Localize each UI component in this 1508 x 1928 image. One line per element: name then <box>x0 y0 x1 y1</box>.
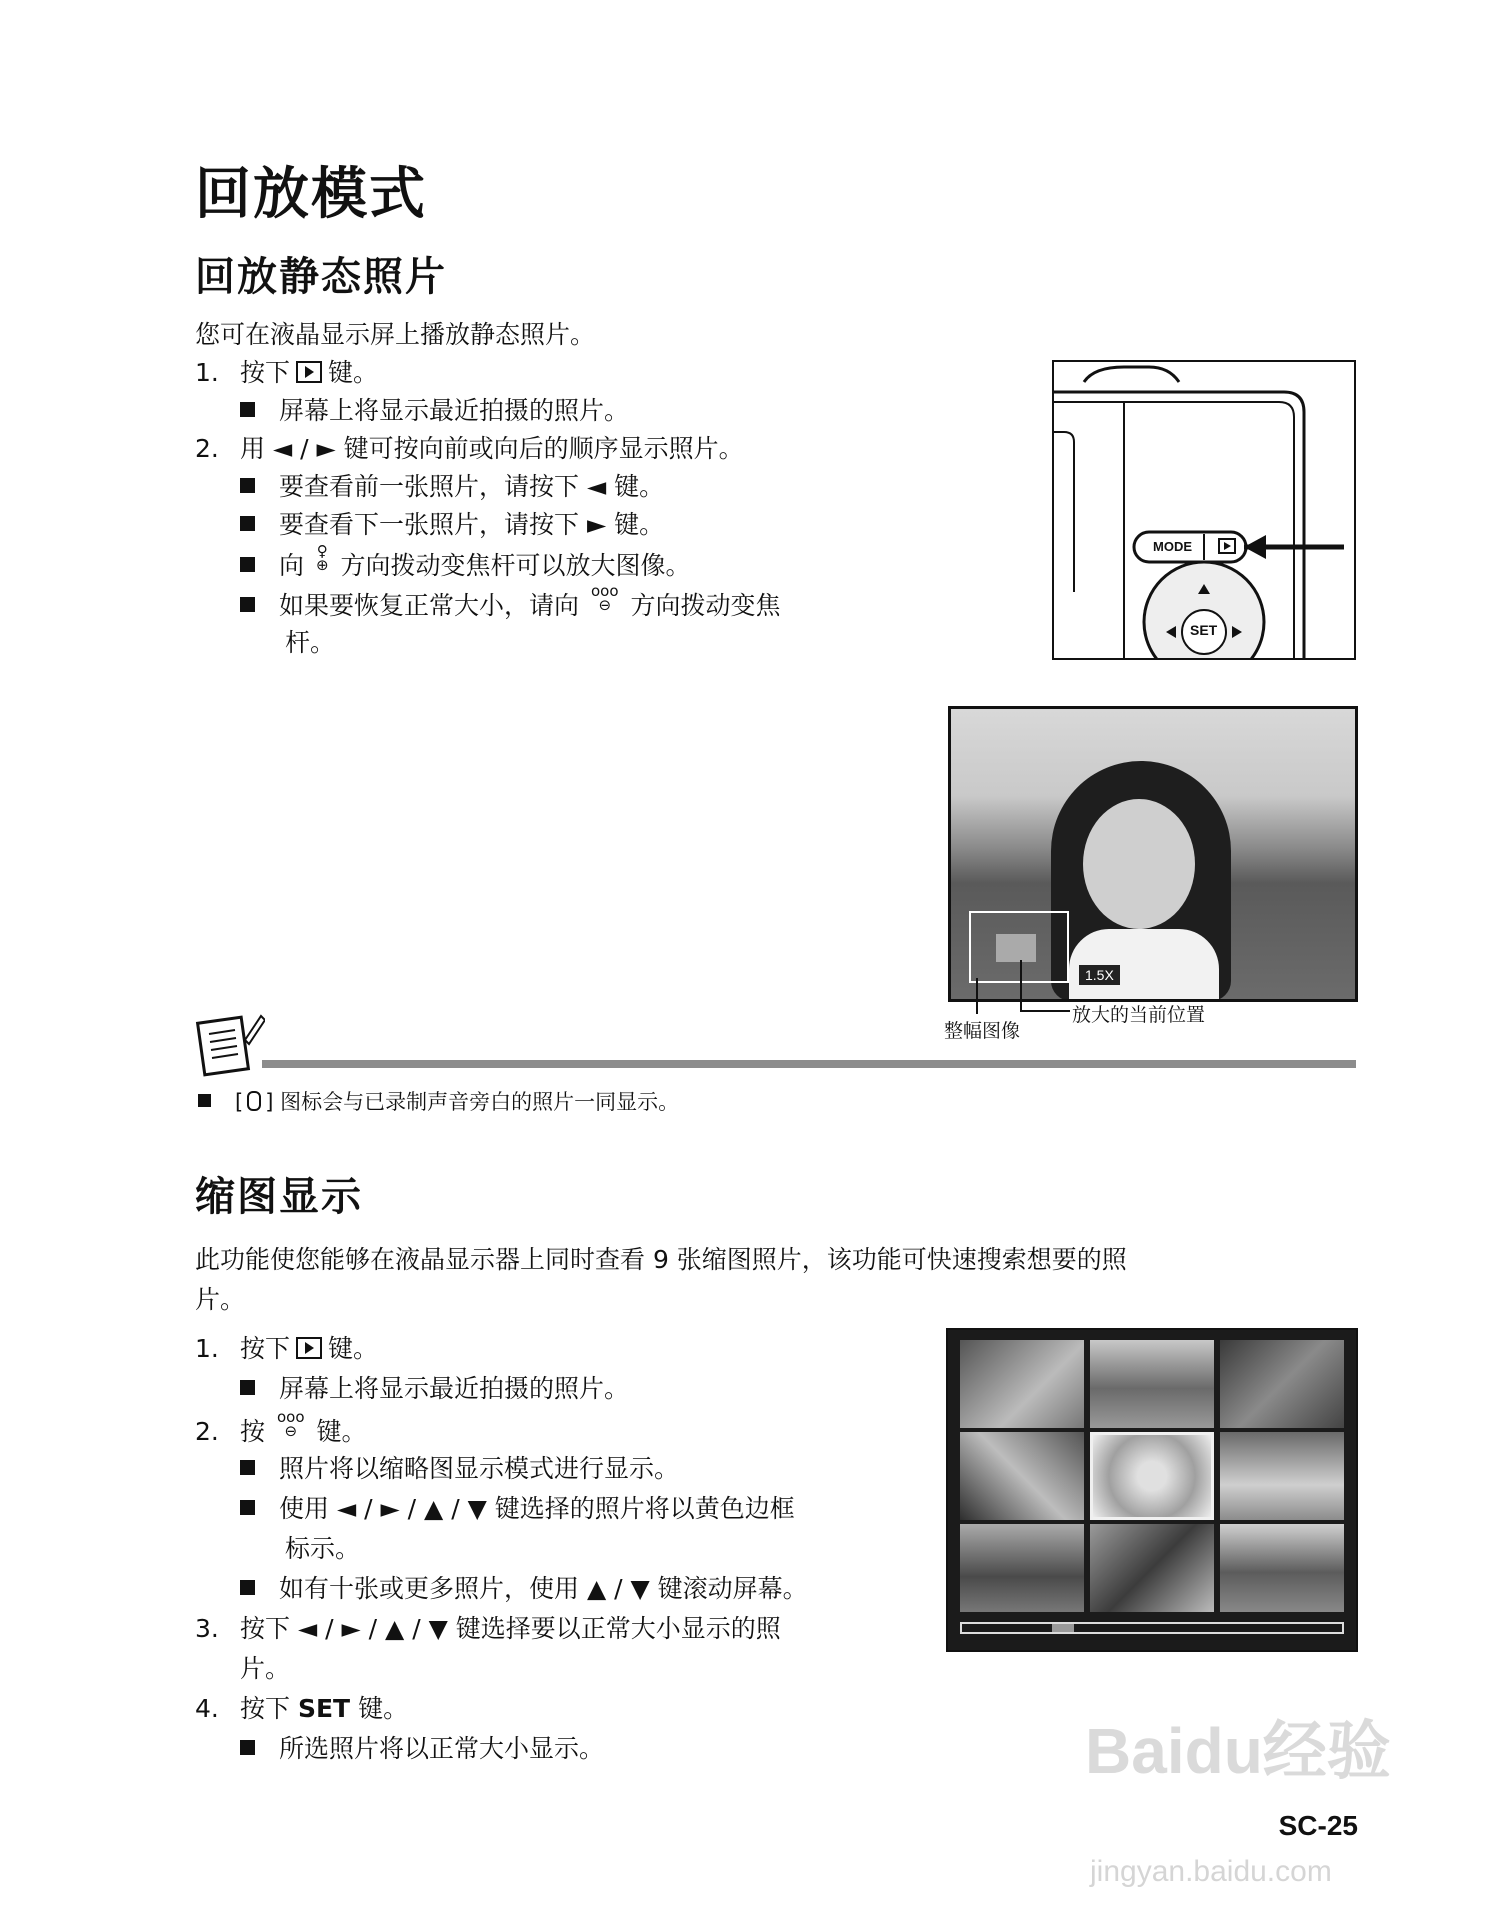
step-text: 按下 <box>240 358 291 387</box>
bullet-text: 所选照片将以正常大小显示。 <box>279 1734 605 1763</box>
scroll-bar[interactable] <box>960 1622 1344 1634</box>
bullet-icon <box>240 1580 255 1595</box>
note-divider <box>262 1060 1356 1068</box>
play-key-icon <box>296 361 322 383</box>
zoom-photo <box>948 706 1358 1002</box>
bullet-text: 向 <box>279 551 305 580</box>
step-text: 按 <box>240 1417 266 1446</box>
bullet-icon <box>240 402 255 417</box>
thumbnail-2 <box>1090 1340 1214 1428</box>
thumb-step-2-bullet-2-cont: 标示。 <box>285 1534 361 1563</box>
thumb-step-2 <box>195 1410 366 1451</box>
zoom-level-badge: 1.5X <box>1079 965 1120 985</box>
thumbnail-intro-line-1: 此功能使您能够在液晶显示器上同时查看 9 张缩图照片，该功能可快速搜索想要的照 <box>195 1245 1127 1274</box>
step-2-bullet-4-cont: 杆。 <box>285 628 336 657</box>
step-text: 用 ◄ / ► 键可按向前或向后的顺序显示照片。 <box>240 434 744 463</box>
caption-leader-line <box>976 978 978 1014</box>
caption-full-image: 整幅图像 <box>944 1020 1021 1042</box>
section-heading-thumbnail: 缩图显示 <box>195 1174 363 1220</box>
step-number: 1. <box>195 358 219 387</box>
step-2-bullet-4 <box>240 584 780 625</box>
thumbnail-grid-screen <box>946 1328 1358 1652</box>
bullet-text: 使用 ◄ / ► / ▲ / ▼ 键选择的照片将以黄色边框 <box>279 1494 795 1523</box>
page-number: SC-25 <box>1278 1810 1358 1841</box>
note-text-part: ] 图标会与已录制声音旁白的照片一同显示。 <box>265 1090 680 1114</box>
thumb-step-4 <box>195 1690 408 1728</box>
bullet-icon <box>240 557 255 572</box>
step-2-bullet-1 <box>240 468 664 506</box>
zoom-wide-icon: ooo ⊖ <box>590 582 619 614</box>
bullet-icon <box>240 1740 255 1755</box>
step-2-bullet-2 <box>240 506 664 544</box>
step-text: 键。 <box>328 358 379 387</box>
step-number: 4. <box>195 1694 219 1723</box>
thumbnail-8 <box>1090 1524 1214 1612</box>
set-button-label: SET <box>1190 622 1218 638</box>
caption-zoom-position: 放大的当前位置 <box>1072 1004 1206 1026</box>
thumb-step-1-bullet-1 <box>240 1370 629 1408</box>
bullet-icon <box>240 478 255 493</box>
thumbnail-7 <box>960 1524 1084 1612</box>
set-key-label: SET <box>297 1694 351 1723</box>
thumb-step-1 <box>195 1330 378 1368</box>
step-1 <box>195 354 378 392</box>
bullet-text: 方向拨动变焦杆可以放大图像。 <box>340 551 691 580</box>
thumbnail-9 <box>1220 1524 1344 1612</box>
bullet-text: 要查看下一张照片，请按下 ► 键。 <box>279 510 665 539</box>
zoom-position-box <box>996 934 1036 962</box>
photo-face-shape <box>1083 799 1195 929</box>
bullet-text: 方向拨动变焦 <box>630 591 781 620</box>
mode-button-label: MODE <box>1153 539 1192 554</box>
thumbnail-6 <box>1220 1432 1344 1520</box>
thumbnail-3 <box>1220 1340 1344 1428</box>
bullet-text: 照片将以缩略图显示模式进行显示。 <box>279 1454 680 1483</box>
step-number: 2. <box>195 1417 219 1446</box>
intro-text: 您可在液晶显示屏上播放静态照片。 <box>195 320 596 349</box>
step-text: 键。 <box>358 1694 409 1723</box>
section-heading-playback: 回放静态照片 <box>195 254 447 300</box>
zoom-wide-icon: ooo ⊖ <box>276 1408 305 1440</box>
bullet-icon <box>198 1094 211 1107</box>
scroll-bar-thumb[interactable] <box>1052 1624 1074 1632</box>
note-icon <box>195 1010 265 1080</box>
bullet-text: 屏幕上将显示最近拍摄的照片。 <box>279 396 630 425</box>
note-text <box>198 1086 679 1116</box>
step-number: 3. <box>195 1614 219 1643</box>
zoom-tele-icon: ♀ ⊕ <box>315 542 329 574</box>
step-text: 按下 <box>240 1334 291 1363</box>
bullet-text: 要查看前一张照片，请按下 ◄ 键。 <box>279 472 665 501</box>
step-text: 按下 ◄ / ► / ▲ / ▼ 键选择要以正常大小显示的照 <box>240 1614 781 1643</box>
step-number: 2. <box>195 434 219 463</box>
thumbnail-intro-line-2: 片。 <box>195 1285 246 1314</box>
microphone-icon <box>247 1091 261 1111</box>
thumb-step-4-bullet-1 <box>240 1730 604 1768</box>
step-2 <box>195 430 744 468</box>
bullet-icon <box>240 1500 255 1515</box>
step-text: 键。 <box>316 1417 367 1446</box>
note-text-part: [ <box>235 1090 244 1114</box>
bullet-icon <box>240 597 255 612</box>
bullet-icon <box>240 1460 255 1475</box>
caption-leader-line <box>1020 960 1022 1010</box>
page-title: 回放模式 <box>195 162 427 227</box>
thumb-step-2-bullet-2 <box>240 1490 795 1528</box>
bullet-text: 如有十张或更多照片，使用 ▲ / ▼ 键滚动屏幕。 <box>279 1574 808 1603</box>
step-2-bullet-3 <box>240 544 691 585</box>
step-text: 键。 <box>328 1334 379 1363</box>
bullet-icon <box>240 516 255 531</box>
thumb-step-3-cont: 片。 <box>240 1654 291 1683</box>
thumb-step-3 <box>195 1610 781 1648</box>
bullet-text: 屏幕上将显示最近拍摄的照片。 <box>279 1374 630 1403</box>
watermark-url: jingyan.baidu.com <box>1090 1855 1332 1888</box>
step-1-bullet-1 <box>240 392 629 430</box>
caption-leader-line <box>1020 1010 1070 1012</box>
camera-back-illustration <box>1052 360 1356 660</box>
camera-body-drawing <box>1054 362 1354 658</box>
thumb-step-2-bullet-1 <box>240 1450 679 1488</box>
bullet-icon <box>240 1380 255 1395</box>
step-text: 按下 <box>240 1694 291 1723</box>
step-number: 1. <box>195 1334 219 1363</box>
thumbnail-4 <box>960 1432 1084 1520</box>
bullet-text: 如果要恢复正常大小，请向 <box>279 591 580 620</box>
watermark-brand: Baidu经验 <box>1085 1715 1391 1787</box>
thumbnail-1 <box>960 1340 1084 1428</box>
play-key-icon <box>296 1337 322 1359</box>
thumb-step-2-bullet-3 <box>240 1570 808 1608</box>
thumbnail-5-selected[interactable] <box>1090 1432 1214 1520</box>
